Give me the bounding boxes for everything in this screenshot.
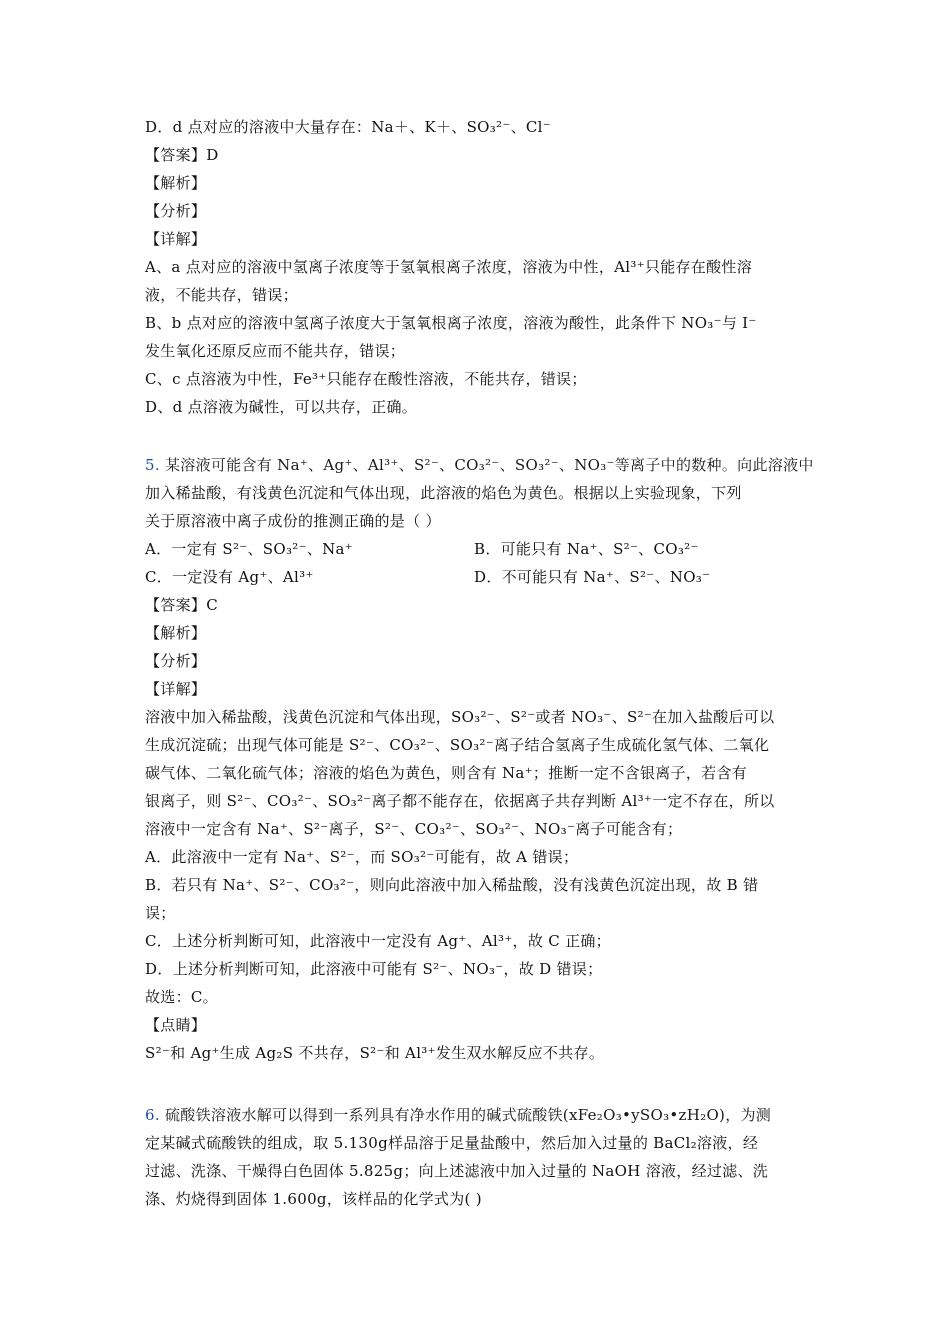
q5-fenxi-heading: 【分析】 <box>145 652 207 670</box>
q5-option-c: C．一定没有 Ag⁺、Al³⁺ <box>145 568 314 586</box>
q5-option-a: A．一定有 S²⁻、SO₃²⁻、Na⁺ <box>145 540 354 558</box>
q5-explanation-line: D．上述分析判断可知，此溶液中可能有 S²⁻、NO₃⁻，故 D 错误； <box>145 960 603 978</box>
q4-jiexi-heading: 【解析】 <box>145 174 207 192</box>
q4-fenxi-heading: 【分析】 <box>145 202 207 220</box>
q4-explanation-line: 液，不能共存，错误； <box>145 286 299 304</box>
q5-explanation-line: 生成沉淀硫；出现气体可能是 S²⁻、CO₃²⁻、SO₃²⁻离子结合氢离子生成硫化氢气体、二氧化 <box>145 736 770 754</box>
q4-explanation-line: C、c 点溶液为中性，Fe³⁺只能存在酸性溶液，不能共存，错误； <box>145 370 587 388</box>
q5-xiangjie-heading: 【详解】 <box>145 680 207 698</box>
q5-stem-line: 加入稀盐酸，有浅黄色沉淀和气体出现，此溶液的焰色为黄色。根据以上实验现象，下列 <box>145 484 742 502</box>
q4-explanation-line: A、a 点对应的溶液中氢离子浓度等于氢氧根离子浓度，溶液为中性，Al³⁺只能存在酸性溶 <box>145 258 753 276</box>
q4-explanation-line: D、d 点溶液为碱性，可以共存，正确。 <box>145 398 418 416</box>
q4-explanation-line: 发生氧化还原反应而不能共存，错误； <box>145 342 406 360</box>
q5-stem-text: 某溶液可能含有 Na⁺、Ag⁺、Al³⁺、S²⁻、CO₃²⁻、SO₃²⁻、NO₃⁻等离子中的数种。向此溶液中 <box>165 456 814 474</box>
q5-explanation-line: 银离子，则 S²⁻、CO₃²⁻、SO₃²⁻离子都不能存在，依据离子共存判断 Al³⁺一定不存在，所以 <box>145 792 775 810</box>
q4-option-d: D．d 点对应的溶液中大量存在：Na＋、K＋、SO₃²⁻、Cl⁻ <box>145 118 551 136</box>
q6-number: 6. <box>145 1106 160 1124</box>
q5-explanation-line: 误； <box>145 904 176 922</box>
q5-explanation-line: 溶液中一定含有 Na⁺、S²⁻离子，S²⁻、CO₃²⁻、SO₃²⁻、NO₃⁻离子可能含有； <box>145 820 683 838</box>
q5-explanation-line: C．上述分析判断可知，此溶液中一定没有 Ag⁺、Al³⁺，故 C 正确； <box>145 932 611 950</box>
q6-stem-line: 涤、灼烧得到固体 1.600g，该样品的化学式为( ) <box>145 1190 482 1208</box>
q5-explanation-line: 溶液中加入稀盐酸，浅黄色沉淀和气体出现，SO₃²⁻、S²⁻或者 NO₃⁻、S²⁻在加入盐酸后可以 <box>145 708 775 726</box>
q5-option-b: B．可能只有 Na⁺、S²⁻、CO₃²⁻ <box>474 540 699 558</box>
q5-dianjing-text: S²⁻和 Ag⁺生成 Ag₂S 不共存，S²⁻和 Al³⁺发生双水解反应不共存。 <box>145 1044 605 1062</box>
q5-dianjing-heading: 【点睛】 <box>145 1016 207 1034</box>
q5-option-d: D．不可能只有 Na⁺、S²⁻、NO₃⁻ <box>474 568 711 586</box>
q5-number: 5. <box>145 456 160 474</box>
q5-stem-line: 关于原溶液中离子成份的推测正确的是（ ） <box>145 512 441 530</box>
q6-stem-line: 定某碱式硫酸铁的组成，取 5.130g样品溶于足量盐酸中，然后加入过量的 BaCl₂溶液，经 <box>145 1134 759 1152</box>
q5-explanation-line: B．若只有 Na⁺、S²⁻、CO₃²⁻，则向此溶液中加入稀盐酸，没有浅黄色沉淀出现，故 B 错 <box>145 876 759 894</box>
q5-explanation-line: 碳气体、二氧化硫气体；溶液的焰色为黄色，则含有 Na⁺；推断一定不含银离子，若含有 <box>145 764 748 782</box>
q5-answer: 【答案】C <box>145 596 218 614</box>
q5-explanation-line: A．此溶液中一定有 Na⁺、S²⁻，而 SO₃²⁻可能有，故 A 错误； <box>145 848 579 866</box>
q4-xiangjie-heading: 【详解】 <box>145 230 207 248</box>
q4-explanation-line: B、b 点对应的溶液中氢离子浓度大于氢氧根离子浓度，溶液为酸性，此条件下 NO₃⁻与 I⁻ <box>145 314 757 332</box>
q5-stem-line <box>145 455 814 475</box>
q6-stem-text: 硫酸铁溶液水解可以得到一系列具有净水作用的碱式硫酸铁(xFe₂O₃•ySO₃•zH₂O)，为测 <box>165 1106 772 1124</box>
q4-answer: 【答案】D <box>145 146 219 164</box>
q5-explanation-line: 故选：C。 <box>145 988 218 1006</box>
q6-stem-line: 过滤、洗涤、干燥得白色固体 5.825g；向上述滤液中加入过量的 NaOH 溶液，经过滤、洗 <box>145 1162 769 1180</box>
q5-jiexi-heading: 【解析】 <box>145 624 207 642</box>
q6-stem-line <box>145 1105 771 1125</box>
